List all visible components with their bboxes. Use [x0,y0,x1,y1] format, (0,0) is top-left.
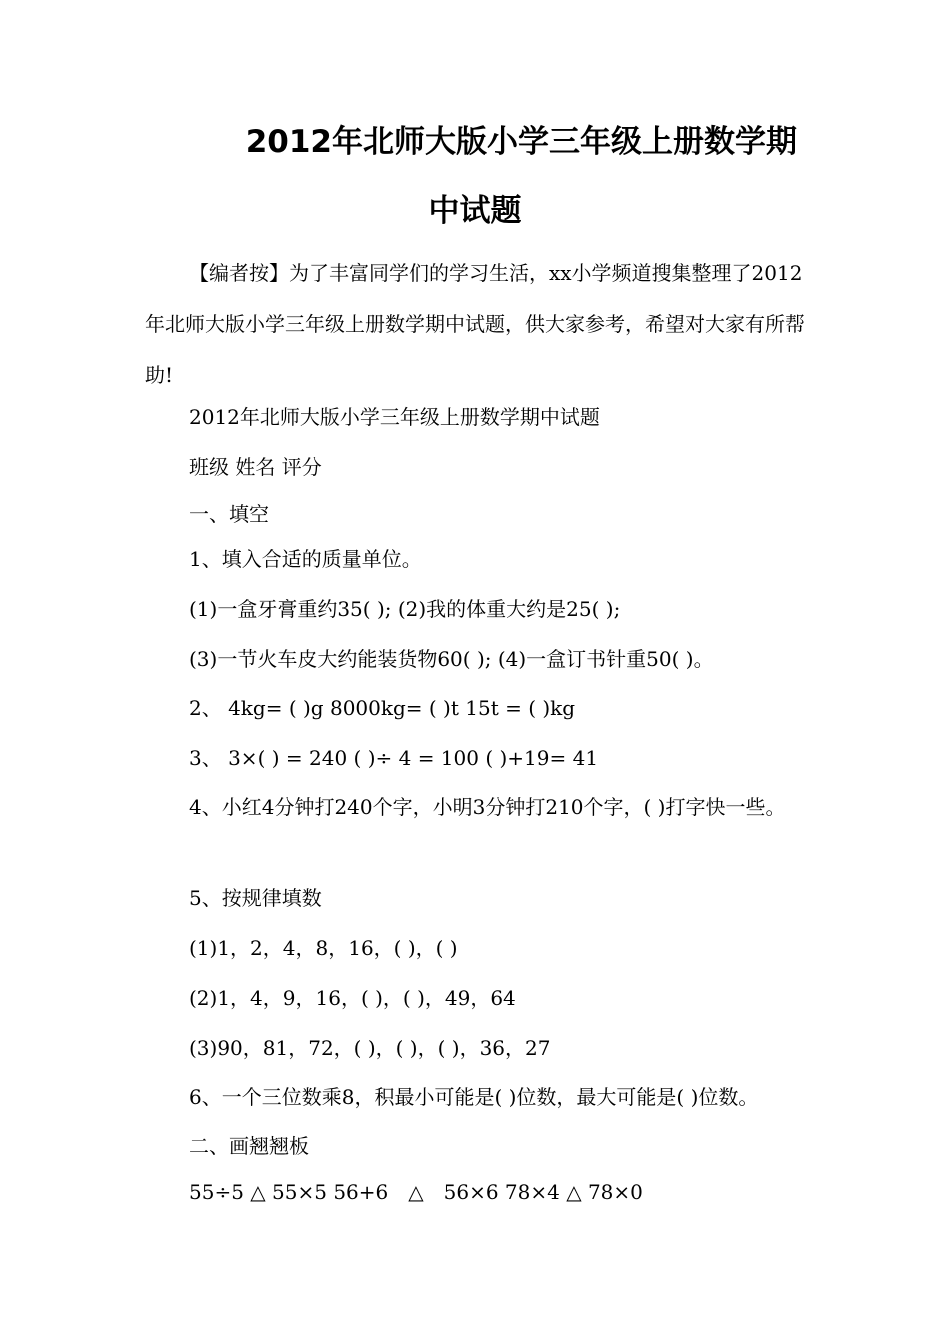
question-5-part-3: (3)90，81，72，( )，( )，( )，36，27 [189,1036,551,1060]
student-info-line: 班级 姓名 评分 [189,455,322,479]
document-title-line-2: 中试题 [428,193,522,229]
question-2: 2、 4kg= ( )g 8000kg= ( )t 15t = ( )kg [189,696,576,720]
exam-subtitle: 2012年北师大版小学三年级上册数学期中试题 [189,405,600,429]
question-1: 1、填入合适的质量单位。 [189,547,422,571]
document-title-line-1: 2012年北师大版小学三年级上册数学期 [245,124,797,160]
question-1-part-a: (1)一盒牙膏重约35( ); (2)我的体重大约是25( ); [189,597,621,621]
section-heading-fill-blank: 一、填空 [189,502,269,526]
question-5-part-1: (1)1，2，4，8，16，( )，( ) [189,936,458,960]
question-1-part-b: (3)一节火车皮大约能装货物60( ); (4)一盒订书针重50( )。 [189,647,714,671]
question-6: 6、一个三位数乘8，积最小可能是( )位数，最大可能是( )位数。 [189,1085,759,1109]
question-3: 3、 3×( ) = 240 ( )÷ 4 = 100 ( )+19= 41 [189,746,599,770]
question-4: 4、小红4分钟打240个字，小明3分钟打210个字，( )打字快一些。 [189,795,786,819]
question-5-part-2: (2)1，4，9，16，( )，( )，49，64 [189,986,516,1010]
section-heading-seesaw: 二、画翘翘板 [189,1134,309,1158]
seesaw-comparison-line: 55÷5 △ 55×5 56+6 △ 56×6 78×4 △ 78×0 [189,1180,643,1204]
question-5: 5、按规律填数 [189,886,322,910]
editor-note-paragraph: 【编者按】为了丰富同学们的学习生活，xx小学频道搜集整理了2012年北师大版小学三年级上册数学期中试题，供大家参考，希望对大家有所帮助! [145,261,805,387]
